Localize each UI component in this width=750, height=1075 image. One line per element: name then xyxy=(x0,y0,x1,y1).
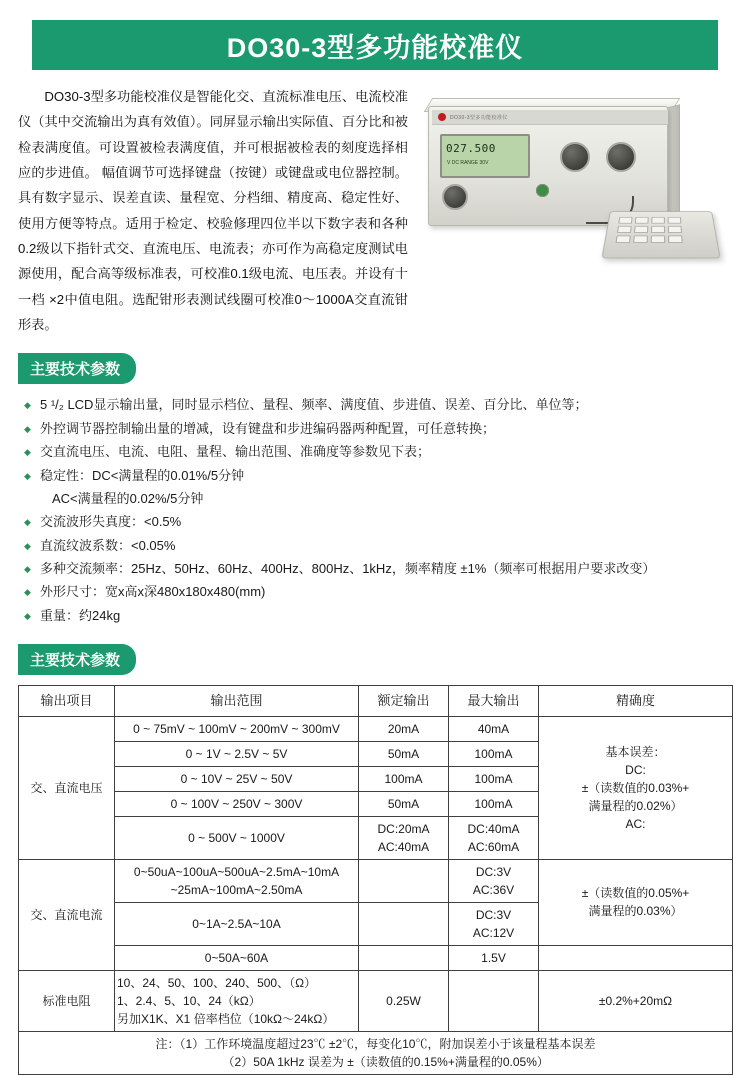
note-line: 注：（1）工作环境温度超过23℃ ±2℃，每变化10℃，附加误差小于该量程基本误差 xyxy=(155,1036,596,1051)
intro-section xyxy=(18,84,732,337)
spec-item: ◆ 外控调节器控制输出量的增减，设有键盘和步进编码器两种配置，可任意转换； xyxy=(24,418,732,440)
keypad-key xyxy=(668,235,683,243)
max-line-ac: AC:60mA xyxy=(467,839,520,854)
section-heading-specs: 主要技术参数 xyxy=(18,353,136,384)
max-line-dc: DC:3V xyxy=(475,864,512,879)
accuracy-voltage-cell xyxy=(539,716,733,859)
row-max xyxy=(449,816,539,859)
row-rated: 0.25W xyxy=(359,970,449,1031)
row-max: 100mA xyxy=(449,741,539,766)
accuracy-line: 基本误差： xyxy=(605,744,666,759)
rated-line-dc: DC:20mA xyxy=(377,821,430,836)
table-notes xyxy=(19,1031,733,1074)
row-rated xyxy=(359,816,449,859)
spec-item-sub: AC<满量程的0.02%/5分钟 xyxy=(52,490,204,506)
range-line: 1、2.4、5、10、24（kΩ） xyxy=(117,993,261,1008)
table-row xyxy=(19,716,733,741)
range-line: 另加X1K、X1 倍率档位（10kΩ～24kΩ） xyxy=(117,1011,335,1026)
product-figure xyxy=(418,84,732,337)
col-header-rated: 额定输出 xyxy=(359,686,449,717)
intro-paragraph: DO30-3型多功能校准仪是智能化交、直流标准电压、电流校准仪（其中交流输出为真有效值）。同屏显示输出实际值、百分比和被检表满度值。可设置被检表满度值，并可根据被检表的刻度选择相应的步进值。 幅值调节可选择键盘（按键）或键盘或电位器控制。具有数字显示、误差直读、量程宽、分档细、精度高、稳定性好、使用方便等特点。适用于检定、校验修理四位半以下数字表和各种0.2级以下指针式交、直流电压、电流表；亦可作为高稳定度测试电源使用，配合高等级标准表，可校准0.1级电流、电压表。并设有十一档 ×2中值电阻。选配钳形表测试线圈可校准0～1000A交直流钳形表。 xyxy=(18,89,408,333)
row-max: 40mA xyxy=(449,716,539,741)
keypad-key xyxy=(616,235,631,243)
table-note-row xyxy=(19,1031,733,1074)
device-side-face xyxy=(666,104,680,227)
terminal-green-icon xyxy=(536,184,549,197)
row-rated: 50mA xyxy=(359,741,449,766)
row-max xyxy=(449,970,539,1031)
device-brand-strip xyxy=(432,110,668,125)
lcd-sub-value: V DC RANGE 30V xyxy=(447,160,489,166)
row-item-current: 交、直流电流 xyxy=(19,859,115,970)
keypad-key xyxy=(651,226,665,233)
keypad-key xyxy=(634,226,648,233)
accuracy-line: ±（读数值的0.03%+ xyxy=(581,780,690,795)
accuracy-line: 满量程的0.03%） xyxy=(588,904,683,919)
row-range: 0~50A~60A xyxy=(115,945,359,970)
row-max: 100mA xyxy=(449,791,539,816)
keypad-key xyxy=(617,226,632,233)
device-lcd-screen xyxy=(440,134,530,178)
row-rated xyxy=(359,902,449,945)
row-range: 0 ~ 75mV ~ 100mV ~ 200mV ~ 300mV xyxy=(115,716,359,741)
keypad-key xyxy=(651,235,665,243)
section-heading-table: 主要技术参数 xyxy=(18,644,136,675)
spec-item: ◆ 5 ¹/₂ LCD显示输出量，同时显示档位、量程、频率、满度值、步进值、误差、百分比、单位等； xyxy=(24,394,732,416)
accuracy-line: ±（读数值的0.05%+ xyxy=(581,886,690,901)
page-root xyxy=(0,20,750,1069)
device-remote-keypad xyxy=(601,211,720,258)
table-row xyxy=(19,970,733,1031)
row-range: 0 ~ 100V ~ 250V ~ 300V xyxy=(115,791,359,816)
row-item-voltage: 交、直流电压 xyxy=(19,716,115,859)
spec-item: ◆ 稳定性：DC<满量程的0.01%/5分钟 xyxy=(24,465,732,487)
col-header-max: 最大输出 xyxy=(449,686,539,717)
keypad-keys xyxy=(616,217,683,243)
device-knob-mid xyxy=(560,142,590,172)
keypad-key xyxy=(651,217,665,224)
spec-item: ◆ 外形尺寸：宽x高x深480x180x480(mm) xyxy=(24,581,732,603)
row-rated xyxy=(359,945,449,970)
spec-table xyxy=(18,685,733,1075)
spec-item: ◆ 多种交流频率：25Hz、50Hz、60Hz、400Hz、800Hz、1kHz，频率精度 ±1%（频率可根据用户要求改变） xyxy=(24,558,732,580)
row-range xyxy=(115,859,359,902)
accuracy-resistance-cell: ±0.2%+20mΩ xyxy=(539,970,733,1031)
max-line-dc: DC:3V xyxy=(475,907,512,922)
max-line-ac: AC:12V xyxy=(472,925,515,940)
accuracy-line: 满量程的0.02%） xyxy=(588,798,683,813)
row-range: 0 ~ 1V ~ 2.5V ~ 5V xyxy=(115,741,359,766)
device-illustration xyxy=(410,92,730,262)
keypad-key xyxy=(668,226,682,233)
row-range: 0~1A~2.5A~10A xyxy=(115,902,359,945)
keypad-key xyxy=(633,235,648,243)
table-row xyxy=(19,945,733,970)
row-range: 0 ~ 10V ~ 25V ~ 50V xyxy=(115,766,359,791)
table-row xyxy=(19,859,733,902)
row-max: 1.5V xyxy=(449,945,539,970)
col-header-range: 输出范围 xyxy=(115,686,359,717)
accuracy-current-cell xyxy=(539,859,733,945)
title-banner-wrapper xyxy=(32,20,718,70)
keypad-key xyxy=(618,217,632,224)
row-item-resistance: 标准电阻 xyxy=(19,970,115,1031)
max-line-dc: DC:40mA xyxy=(467,821,520,836)
spec-item: ◆ 交流波形失真度：<0.5% xyxy=(24,511,732,533)
brand-logo-icon xyxy=(438,113,446,121)
spec-item: ◆ 交直流电压、电流、电阻、量程、输出范围、准确度等参数见下表； xyxy=(24,441,732,463)
accuracy-line: DC: xyxy=(625,762,646,777)
keypad-key xyxy=(635,217,649,224)
row-max xyxy=(449,859,539,902)
row-rated xyxy=(359,859,449,902)
row-range xyxy=(115,970,359,1031)
rated-line-ac: AC:40mA xyxy=(377,839,430,854)
range-line: 10、24、50、100、240、500、（Ω） xyxy=(117,975,317,990)
table-header-row xyxy=(19,686,733,717)
device-brand-text: DO30-3型多功能校准仪 xyxy=(450,114,508,121)
accuracy-blank-cell xyxy=(539,945,733,970)
page-title: DO30-3型多功能校准仪 xyxy=(226,32,524,63)
col-header-item: 输出项目 xyxy=(19,686,115,717)
col-header-accuracy: 精确度 xyxy=(539,686,733,717)
spec-item: ◆ 重量：约24kg xyxy=(24,605,732,627)
range-line: ~25mA~100mA~2.50mA xyxy=(170,882,303,897)
lcd-main-value: 027.500 xyxy=(446,142,496,155)
row-rated: 100mA xyxy=(359,766,449,791)
keypad-key xyxy=(668,217,682,224)
accuracy-line: AC: xyxy=(625,816,646,831)
row-max xyxy=(449,902,539,945)
row-max: 100mA xyxy=(449,766,539,791)
device-knob-left xyxy=(442,184,468,210)
spec-list xyxy=(24,394,732,627)
max-line-ac: AC:36V xyxy=(472,882,515,897)
title-banner xyxy=(32,20,718,70)
range-line: 0~50uA~100uA~500uA~2.5mA~10mA xyxy=(133,864,340,879)
note-line: （2）50A 1kHz 误差为 ±（读数值的0.15%+满量程的0.05%） xyxy=(222,1054,549,1069)
row-range: 0 ~ 500V ~ 1000V xyxy=(115,816,359,859)
spec-item: ◆ 直流纹波系数：<0.05% xyxy=(24,535,732,557)
row-rated: 20mA xyxy=(359,716,449,741)
row-rated: 50mA xyxy=(359,791,449,816)
device-knob-right xyxy=(606,142,636,172)
